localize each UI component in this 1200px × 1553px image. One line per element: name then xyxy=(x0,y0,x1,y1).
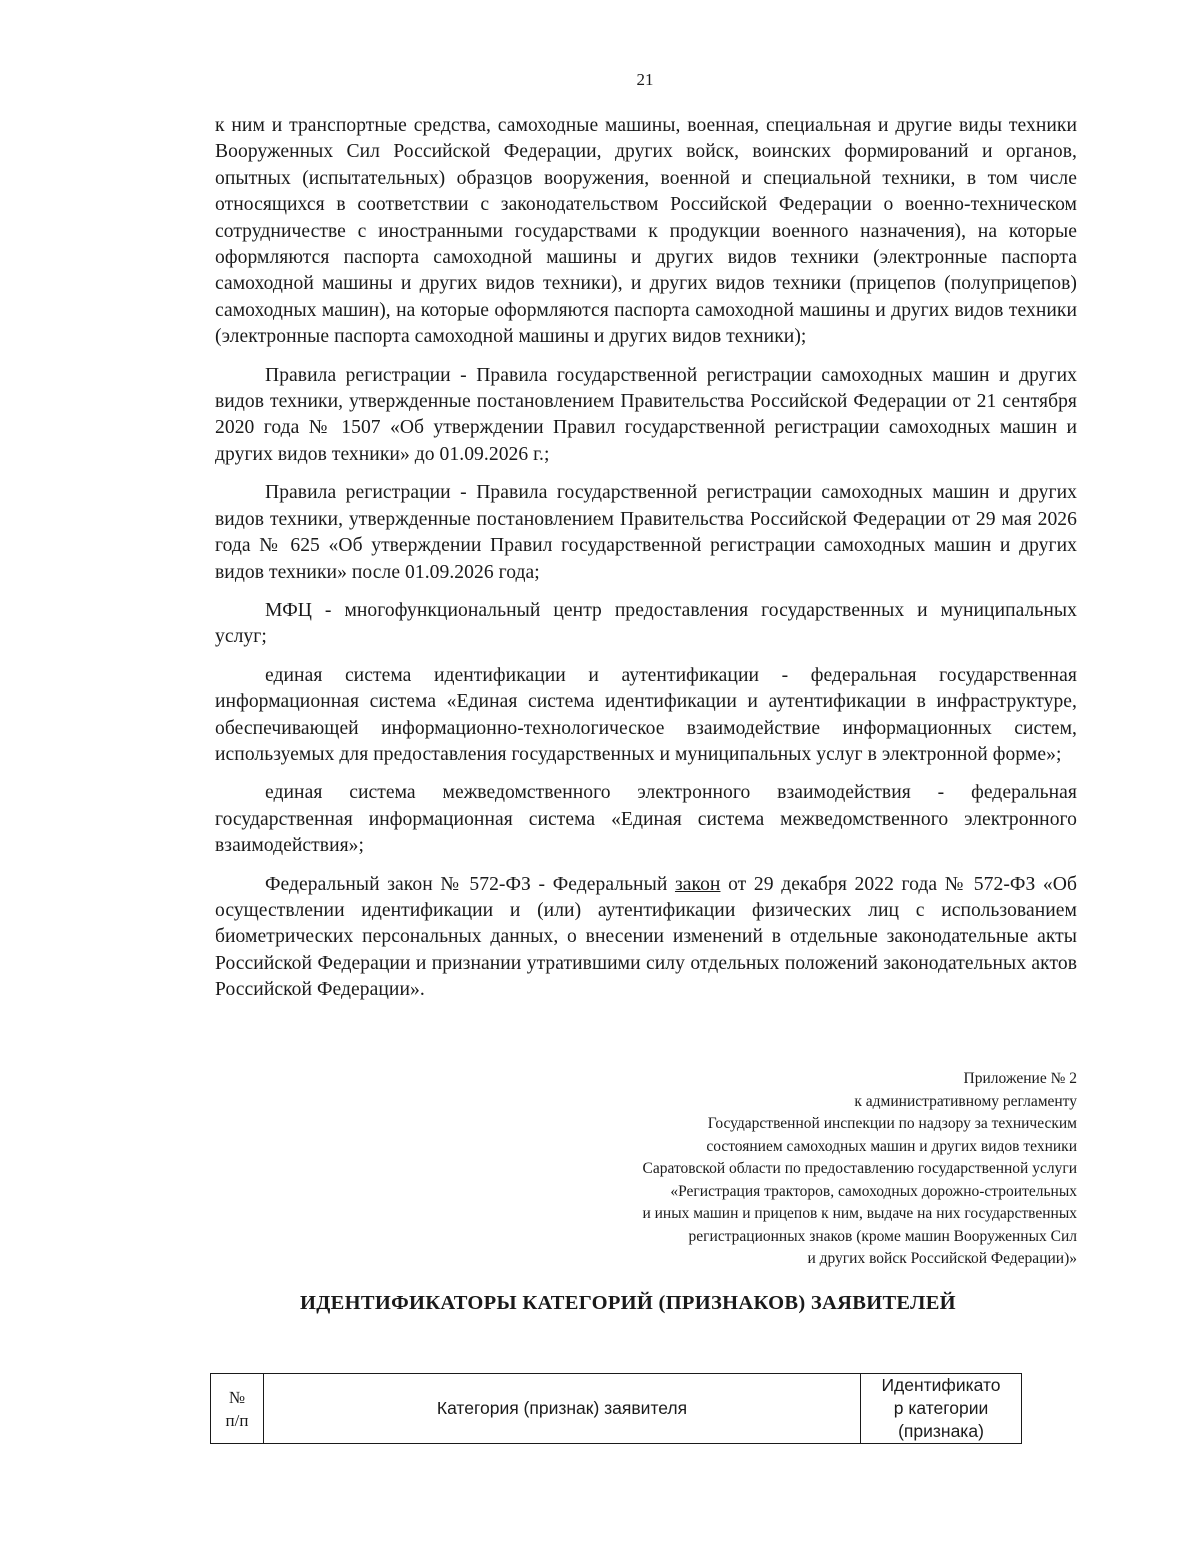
header-number xyxy=(211,1374,264,1444)
paragraph-smev-definition: единая система межведомственного электронного взаимодействия - федеральная государственная информационная система «Единая система межведомственного электронного взаимодействия»; xyxy=(215,782,1077,857)
paragraph-registration-rules-2026: Правила регистрации - Правила государственной регистрации самоходных машин и других видов техники, утвержденные постановлением Правительства Российской Федерации от 29 мая 2026 года № 625 «Об утверждении Правил государственной регистрации самоходных машин и других видов техники» после 01.09.2026 года; xyxy=(215,482,1077,583)
appendix-line: Приложение № 2 xyxy=(963,1070,1077,1087)
applicant-categories-table xyxy=(210,1373,1022,1444)
header-category: Категория (признак) заявителя xyxy=(264,1374,861,1444)
header-number-line: № xyxy=(228,1387,246,1407)
header-identifier-line: (признака) xyxy=(898,1421,984,1441)
paragraph-vehicles-definition: к ним и транспортные средства, самоходные машины, военная, специальная и другие виды техники Вооруженных Сил Российской Федерации, других войск, воинских формирований и органов, опытных (испытательных) образцов вооружения, военной и специальной техники, в том числе относящихся в соответствии с законодательством Российской Федерации о военно-техническом сотрудничестве с иностранными государствами к продукции военного назначения), на которые оформляются паспорта самоходной машины и других видов техники (электронные паспорта самоходной машины и других видов техники), и других видов техники (прицепов (полуприцепов) самоходных машин), на которые оформляются паспорта самоходной машины и других видов техники (электронные паспорта самоходной машины и других видов техники); xyxy=(215,115,1077,348)
page-number: 21 xyxy=(636,70,654,89)
appendix-line: к административному регламенту xyxy=(854,1092,1077,1110)
appendix-line: регистрационных знаков (кроме машин Вооруженных Сил xyxy=(688,1227,1077,1245)
law-link[interactable]: закон xyxy=(674,873,721,895)
law-text-before: Федеральный закон № 572-ФЗ - Федеральный xyxy=(265,873,675,895)
appendix-line: Государственной инспекции по надзору за техническим xyxy=(707,1115,1077,1132)
paragraph-federal-law-572 xyxy=(215,872,1077,1004)
header-identifier-line: Идентификато xyxy=(881,1375,1001,1395)
section-heading: ИДЕНТИФИКАТОРЫ КАТЕГОРИЙ (ПРИЗНАКОВ) ЗАЯВИТЕЛЕЙ xyxy=(300,1292,956,1314)
paragraph-mfc-definition: МФЦ - многофункциональный центр предоставления государственных и муниципальных услуг; xyxy=(215,599,1077,648)
paragraph-registration-rules-2020: Правила регистрации - Правила государственной регистрации самоходных машин и других видов техники, утвержденные постановлением Правительства Российской Федерации от 21 сентября 2020 года № 1507 «Об утверждении Правил государственной регистрации самоходных машин и других видов техники» до 01.09.2026 г.; xyxy=(215,364,1077,465)
law-text-after: от 29 декабря 2022 года № 572-ФЗ «Об осуществлении идентификации и (или) аутентификации физических лиц с использованием биометрических персональных данных, о внесении изменений в отдельные законодательные акты Российской Федерации и признании утратившими силу отдельных положений законодательных актов Российской Федерации». xyxy=(215,873,1077,1001)
paragraph-esia-definition: единая система идентификации и аутентификации - федеральная государственная информационная система «Единая система идентификации и аутентификации в инфраструктуре, обеспечивающей информационно-технологическое взаимодействие информационных систем, используемых для предоставления государственных и муниципальных услуг в электронной форме»; xyxy=(215,664,1077,765)
header-number-line: п/п xyxy=(225,1410,249,1430)
appendix-line: Саратовской области по предоставлению государственной услуги xyxy=(642,1160,1077,1177)
header-identifier xyxy=(861,1374,1022,1444)
table-header-row xyxy=(211,1374,1022,1444)
document-body xyxy=(215,113,1077,1016)
header-identifier-line: р категории xyxy=(893,1398,989,1418)
appendix-line: и иных машин и прицепов к ним, выдаче на них государственных xyxy=(642,1205,1077,1222)
appendix-line: и других войск Российской Федерации)» xyxy=(807,1250,1077,1267)
appendix-line: состоянием самоходных машин и других видов техники xyxy=(706,1137,1077,1155)
appendix-block xyxy=(420,1068,1077,1271)
appendix-line: «Регистрация тракторов, самоходных дорожно-строительных xyxy=(670,1182,1077,1200)
